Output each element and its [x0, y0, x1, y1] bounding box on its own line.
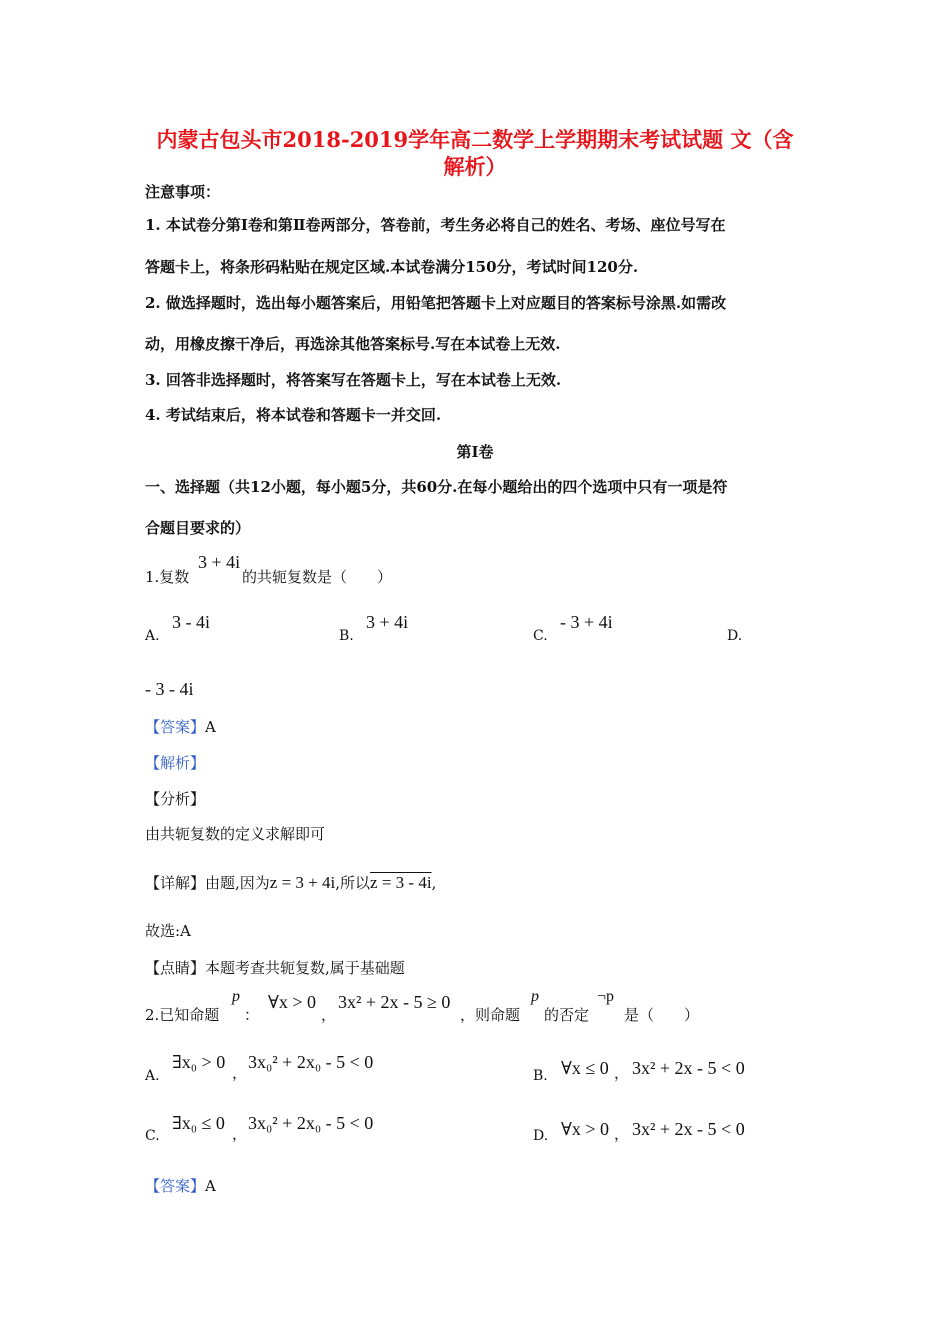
doc-title-line1: 内蒙古包头市2018-2019学年高二数学上学期期末考试试题 文（含 — [156, 127, 794, 152]
q2-option-a-label: A. — [145, 1068, 160, 1084]
q1-answer — [145, 716, 216, 737]
q1-option-c-label: C. — [533, 628, 548, 644]
q2-option-c-part2: 3x₀² + 2x₀ - 5 < 0 — [248, 1113, 374, 1133]
q1-option-a-label: A. — [145, 628, 160, 644]
q1-option-c: - 3 + 4i — [560, 612, 613, 632]
q2-option-b-sep: ， — [614, 1064, 630, 1082]
part-title: 第Ⅰ卷 — [456, 443, 494, 461]
q1-prefix: 1.复数 — [145, 568, 190, 586]
q1-option-d: - 3 - 4i — [145, 679, 194, 699]
q1-fenxi-tag: 【分析】 — [145, 790, 206, 808]
notice-3: 3. 回答非选择题时，将答案写在答题卡上，写在本试卷上无效. — [145, 371, 562, 389]
doc-title-line2: 解析） — [443, 154, 507, 179]
q2-mid: ，则命题 — [460, 1006, 521, 1024]
q1-choose: 故选:A — [145, 922, 191, 940]
q1-option-b-label: B. — [339, 628, 354, 644]
q1-detail-expr1: z = 3 + 4i — [269, 873, 336, 892]
q1-answer-value: A — [205, 718, 216, 736]
q1-suffix: 的共轭复数是（ ） — [242, 568, 393, 586]
q2-forall: ∀x > 0 — [268, 992, 317, 1012]
q2-option-b-part2: 3x² + 2x - 5 < 0 — [632, 1058, 745, 1078]
q2-option-a-part2: 3x₀² + 2x₀ - 5 < 0 — [248, 1052, 374, 1072]
q2-option-c-part1: ∃x₀ ≤ 0 — [172, 1113, 225, 1133]
section-heading-line1: 一、选择题（共12小题，每小题5分，共60分.在每小题给出的四个选项中只有一项是符 — [145, 478, 728, 496]
q1-option-a: 3 - 4i — [172, 612, 210, 632]
q2-p2: p — [531, 988, 539, 1005]
q1-detail-text-b: ,所以 — [335, 874, 371, 892]
q1-detail-text-a: 由题,因为 — [205, 874, 270, 892]
q1-option-b: 3 + 4i — [366, 612, 409, 632]
q2-option-a-sep: ， — [232, 1064, 248, 1082]
q2-negp: ¬p — [597, 988, 615, 1005]
q1-comment-text: 本题考查共轭复数,属于基础题 — [205, 959, 405, 977]
q2-option-c-sep: ， — [232, 1125, 248, 1143]
q2-option-d-part2: 3x² + 2x - 5 < 0 — [632, 1119, 745, 1139]
notice-1-line2: 答题卡上，将条形码粘贴在规定区域.本试卷满分150分，考试时间120分. — [145, 258, 639, 276]
q1-expression: 3 + 4i — [198, 552, 241, 572]
q1-comment — [145, 957, 405, 978]
q2-option-c-label: C. — [145, 1128, 160, 1144]
notice-4: 4. 考试结束后，将本试卷和答题卡一并交回. — [145, 406, 442, 424]
q2-answer-tag: 【答案】 — [145, 1177, 206, 1195]
q1-answer-tag: 【答案】 — [145, 718, 206, 736]
q2-answer — [145, 1175, 216, 1196]
q2-option-d-part1: ∀x > 0 — [561, 1119, 610, 1139]
q2-comma: ， — [321, 1006, 337, 1024]
q2-option-b-part1: ∀x ≤ 0 — [561, 1058, 609, 1078]
notice-heading: 注意事项： — [145, 183, 221, 201]
q2-option-d-sep: ， — [614, 1125, 630, 1143]
q2-suffix: 是（ ） — [624, 1006, 700, 1024]
notice-2-line1: 2. 做选择题时，选出每小题答案后，用铅笔把答题卡上对应题目的答案标号涂黑.如需改 — [145, 294, 727, 312]
q1-comment-tag: 【点睛】 — [145, 959, 206, 977]
q2-prefix: 2.已知命题 — [145, 1006, 220, 1024]
q2-p: p — [232, 988, 240, 1005]
q2-condition: 3x² + 2x - 5 ≥ 0 — [338, 992, 451, 1012]
q1-detail — [145, 872, 436, 893]
notice-1-line1: 1. 本试卷分第Ⅰ卷和第Ⅱ卷两部分，答卷前，考生务必将自己的姓名、考场、座位号写在 — [145, 216, 726, 234]
q2-option-d-label: D. — [533, 1128, 549, 1144]
q2-option-b-label: B. — [533, 1068, 548, 1084]
section-heading-line2: 合题目要求的） — [145, 519, 251, 537]
q1-fenxi-text: 由共轭复数的定义求解即可 — [145, 825, 326, 843]
q1-detail-expr2: z = 3 - 4i — [370, 873, 432, 892]
q1-detail-tag: 【详解】 — [145, 874, 206, 892]
q2-option-a-part1: ∃x₀ > 0 — [172, 1052, 226, 1072]
q1-detail-text-c: , — [431, 874, 437, 892]
notice-2-line2: 动，用橡皮擦干净后，再选涂其他答案标号.写在本试卷上无效. — [145, 335, 561, 353]
q2-answer-value: A — [205, 1177, 216, 1195]
q2-colon: ： — [244, 1006, 260, 1024]
q2-mid2: 的否定 — [544, 1006, 590, 1024]
q1-analysis-tag: 【解析】 — [145, 754, 206, 772]
q1-option-d-label: D. — [727, 628, 743, 644]
